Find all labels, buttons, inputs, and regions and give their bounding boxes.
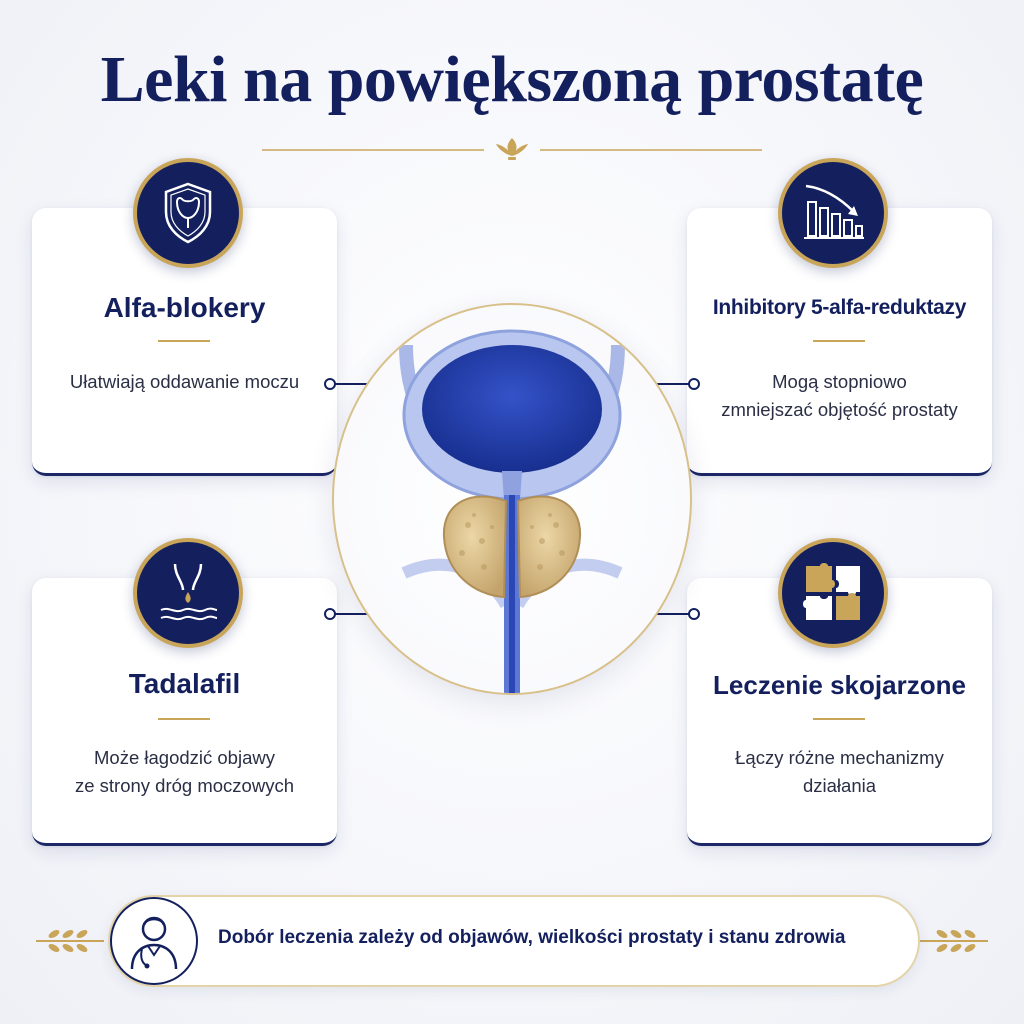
footer-text: Dobór leczenia zależy od objawów, wielkości prostaty i stanu zdrowia <box>218 927 846 948</box>
prostate-illustration-frame <box>332 303 692 695</box>
card-title-rule <box>813 340 865 342</box>
desc-line: działania <box>802 775 877 796</box>
footer-banner <box>108 895 920 987</box>
fleur-icon <box>496 138 528 160</box>
laurel-left-icon <box>34 921 106 961</box>
footer-icon-circle <box>110 897 198 985</box>
desc-line: Ułatwiają oddawanie moczu <box>69 371 300 392</box>
urine-flow-icon <box>137 542 239 644</box>
doctor-icon <box>112 899 196 983</box>
laurel-right-icon <box>918 921 990 961</box>
card-title: Tadalafil <box>128 668 241 699</box>
badge-alfa-blokery <box>133 158 243 268</box>
card-title: Inhibitory 5-alfa-reduktazy <box>712 296 967 319</box>
desc-line: Mogą stopniowo <box>772 371 907 392</box>
card-description <box>32 368 337 396</box>
declining-bars-icon <box>782 162 884 264</box>
desc-line: ze strony dróg moczowych <box>74 775 294 796</box>
card-description <box>687 744 992 800</box>
shield-bladder-icon <box>137 162 239 264</box>
card-title-rule <box>813 718 865 720</box>
card-title-rule <box>158 340 210 342</box>
desc-line: Może łagodzić objawy <box>94 747 275 768</box>
desc-line: zmniejszać objętość prostaty <box>721 399 958 420</box>
bladder-prostate-illustration <box>334 305 690 693</box>
puzzle-pieces-icon <box>782 542 884 644</box>
badge-leczenie-skojarzone <box>778 538 888 648</box>
card-description <box>32 744 337 800</box>
page-title: Leki na powiększoną prostatę <box>100 43 924 116</box>
ornament-divider <box>262 136 762 164</box>
card-title-rule <box>158 718 210 720</box>
desc-line: Łączy różne mechanizmy <box>735 747 944 768</box>
card-title: Alfa-blokery <box>103 292 266 323</box>
card-title: Leczenie skojarzone <box>713 670 966 700</box>
card-description <box>687 368 992 424</box>
badge-tadalafil <box>133 538 243 648</box>
badge-inhibitory <box>778 158 888 268</box>
